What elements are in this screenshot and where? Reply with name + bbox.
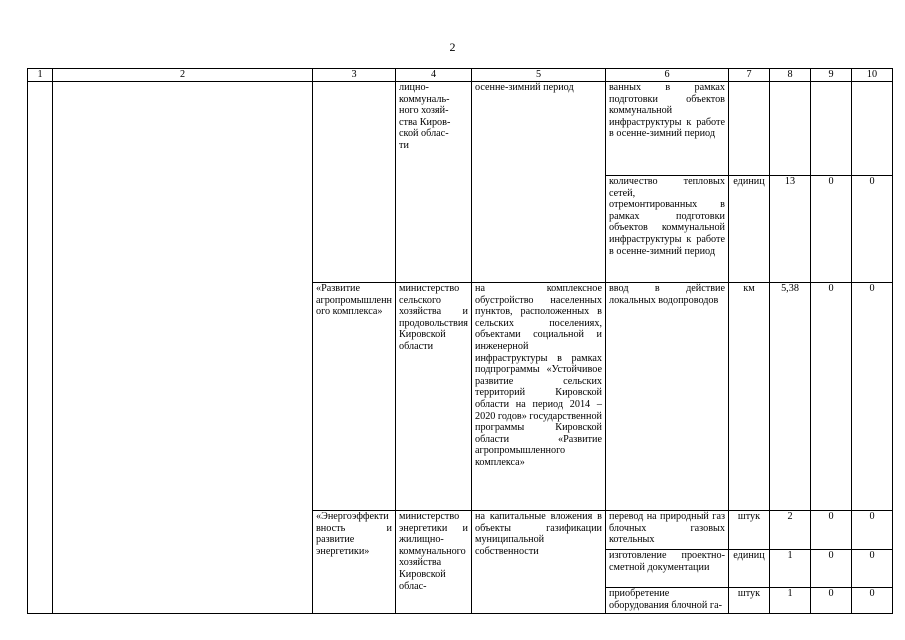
cell-col-6: ввод в действие локальных водопроводов — [606, 283, 729, 511]
cell-col-3: «Энергоэффективность и развитие энергетики» — [313, 511, 396, 614]
cell-col-7: км — [729, 283, 770, 511]
cell-col-8: 2 — [770, 511, 811, 550]
header-col-6: 6 — [606, 69, 729, 82]
cell-col-4: министерство сельского хозяйства и продовольствия Кировской области — [396, 283, 472, 511]
cell-col-5: на капитальные вложения в объекты газификации муниципальной собственности — [472, 511, 606, 614]
cell-col-10: 0 — [852, 283, 893, 511]
cell-col-9: 0 — [811, 283, 852, 511]
cell-col-2 — [53, 82, 313, 614]
cell-col-10 — [852, 82, 893, 176]
header-row — [28, 69, 893, 82]
cell-col-6: приобретение оборудования блочной га- — [606, 588, 729, 614]
cell-col-9: 0 — [811, 588, 852, 614]
cell-col-7: штук — [729, 588, 770, 614]
table-row — [28, 82, 893, 176]
cell-col-10: 0 — [852, 176, 893, 283]
cell-col-6: количество тепловых сетей, отремонтированных в рамках подготовки объектов коммунальной инфраструктуры к работе в осенне-зимний период — [606, 176, 729, 283]
header-col-2: 2 — [53, 69, 313, 82]
cell-col-8 — [770, 82, 811, 176]
page-number: 2 — [449, 40, 456, 54]
header-col-8: 8 — [770, 69, 811, 82]
cell-col-1 — [28, 82, 53, 614]
header-col-9: 9 — [811, 69, 852, 82]
cell-col-9: 0 — [811, 176, 852, 283]
header-col-5: 5 — [472, 69, 606, 82]
cell-col-9: 0 — [811, 550, 852, 588]
cell-col-7: единиц — [729, 550, 770, 588]
cell-col-8: 13 — [770, 176, 811, 283]
header-col-7: 7 — [729, 69, 770, 82]
cell-col-8: 1 — [770, 588, 811, 614]
header-col-1: 1 — [28, 69, 53, 82]
cell-col-9: 0 — [811, 511, 852, 550]
cell-col-4: лицно- коммуналь- ного хозяй- ства Киров- ской облас- ти — [396, 82, 472, 283]
cell-col-6: ванных в рамках подготовки объектов коммунальной инфраструктуры к работе в осенне-зимний период — [606, 82, 729, 176]
cell-col-7: штук — [729, 511, 770, 550]
cell-col-9 — [811, 82, 852, 176]
cell-col-7: единиц — [729, 176, 770, 283]
cell-col-8: 5,38 — [770, 283, 811, 511]
cell-col-8: 1 — [770, 550, 811, 588]
cell-col-3: «Развитие агропромышленного комплекса» — [313, 283, 396, 511]
header-col-3: 3 — [313, 69, 396, 82]
header-col-10: 10 — [852, 69, 893, 82]
program-table — [27, 68, 893, 614]
cell-col-4: министерство энергетики и жилищно-коммунального хозяйства Кировской облас- — [396, 511, 472, 614]
cell-col-10: 0 — [852, 550, 893, 588]
cell-col-5: осенне-зимний период — [472, 82, 606, 283]
cell-col-10: 0 — [852, 588, 893, 614]
cell-col-6: перевод на природный газ блочных газовых котельных — [606, 511, 729, 550]
cell-col-3 — [313, 82, 396, 283]
cell-col-5: на комплексное обустройство населенных пунктов, расположенных в сельских поселениях, объектами социальной и инженерной инфраструктуры в рамках подпрограммы «Устойчивое развитие сельских территорий Кировской области на период 2014 – 2020 годов» государственной программы Кировской области «Развитие агропромышленного комплекса» — [472, 283, 606, 511]
header-col-4: 4 — [396, 69, 472, 82]
cell-col-7 — [729, 82, 770, 176]
cell-col-10: 0 — [852, 511, 893, 550]
cell-col-6: изготовление проектно-сметной документации — [606, 550, 729, 588]
